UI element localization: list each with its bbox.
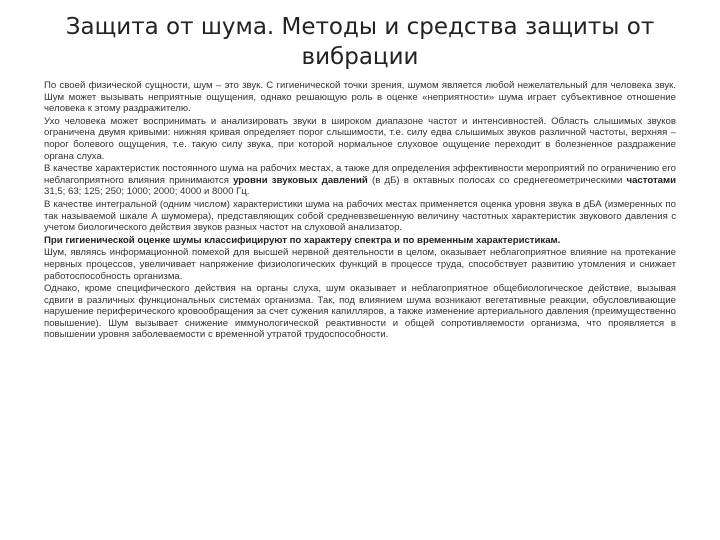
slide-body [44, 80, 676, 342]
text-segment: В качестве характеристик постоянного шума на рабочих местах, а также для определения эффективности мероприятий по ограничению его неблагоприятного влияния принимаются [44, 163, 676, 186]
paragraph-noise-effects: Шум, являясь информационной помехой для высшей нервной деятельности в целом, оказывает неблагоприятное влияние на протекание нервных процессов, увеличивает напряжение физиологических функций в процессе труда, способствует развитию утомления и снижает работоспособность организма. [44, 247, 676, 282]
paragraph-constant-noise-characteristics [44, 163, 676, 198]
paragraph-integral-characteristic: В качестве интегральной (одним числом) характеристики шума на рабочих местах применяется оценка уровня звука в дБА (измеренных по так называемой шкале А шумомера), представляющих собой средневзвешенную величину частотных характеристик звукового давления с учетом биологического действия звуков разных частот на слуховой анализатор. [44, 198, 676, 234]
text-segment: (в дБ) в октавных полосах со среднегеометрическими [367, 174, 627, 186]
slide-title: Защита от шума. Методы и средства защиты от вибрации [65, 14, 655, 70]
paragraph-noise-definition: По своей физической сущности, шум – это звук. С гигиенической точки зрения, шумом является любой нежелательный для человека звук. Шум может вызывать неприятные ощущения, однако решающую роль в оценке «неприятности» шума играет субъективное отношение человека к этому раздражителю. [44, 80, 676, 115]
emphasis-frequencies: частотами [626, 174, 676, 186]
paragraph-hearing-range: Ухо человека может воспринимать и анализировать звуки в широком диапазоне частот и интенсивностей. Область слышимых звуков ограничена двумя кривыми: нижняя кривая определяет порог слышимости, т.е. силу едва слышимых звуков различной частоты, верхняя – порог болевого ощущения, т.е. такую силу звука, при которой нормальное слуховое ощущение переходит в болезненное раздражение органа слуха. [44, 115, 676, 162]
text-segment: 31,5; 63; 125; 250; 1000; 2000; 4000 и 8000 Гц. [44, 186, 250, 198]
emphasis-sound-pressure-levels: уровни звуковых давлений [233, 174, 368, 186]
paragraph-noise-classification: При гигиенической оценке шумы классифицируют по характеру спектра и по временным характеристикам. [44, 234, 561, 246]
paragraph-biological-effects: Однако, кроме специфического действия на органы слуха, шум оказывает и неблагоприятное общебиологическое действие, вызывая сдвиги в различных функциональных системах организма. Так, под влиянием шума возникают вегетативные реакции, обусловливающие нарушение периферического кровообращения за счет сужения капилляров, а также изменение артериального давления (преимущественно повышение). Шум вызывает снижение иммунологической реактивности и общей сопротивляемости организма, что проявляется в повышении уровня заболеваемости с временной утратой трудоспособности. [44, 283, 676, 341]
